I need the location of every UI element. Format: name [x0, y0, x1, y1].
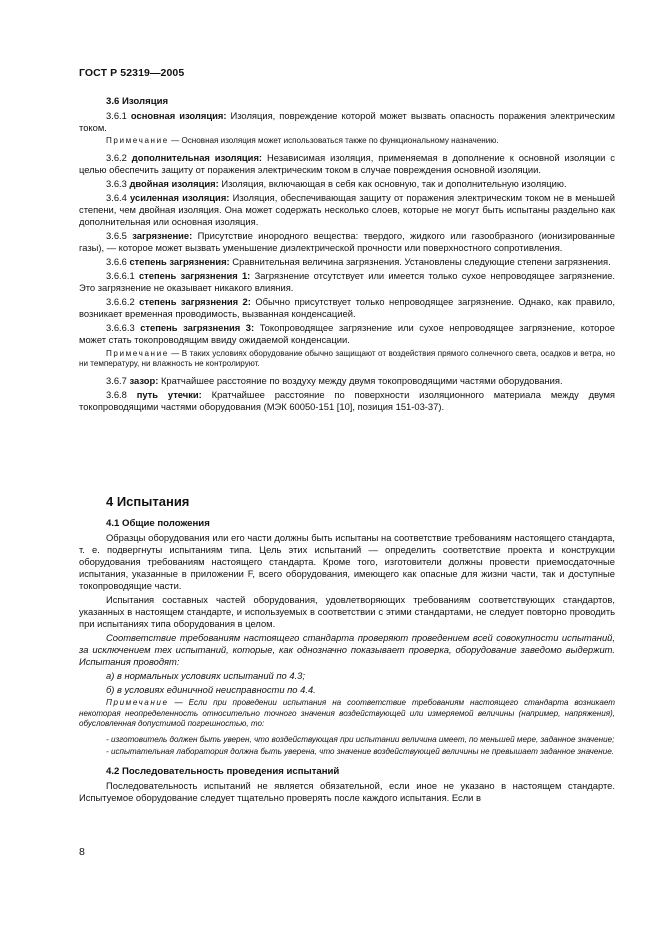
- clause-term: двойная изоляция:: [129, 177, 219, 189]
- paragraph-4-1-2: Испытания составных частей оборудования, удовлетворяющих требованиям соответствующих стандартов, указанных в настоящем стандарте, и используемых в соответствии с этими стандартами, не следует повторно проводить при испытаниях типа оборудования в целом.: [79, 593, 615, 629]
- clause-text: Кратчайшее расстояние по воздуху между двумя токопроводящими частями оборудования.: [160, 374, 563, 386]
- clause-3-6-7: [79, 375, 615, 387]
- note-text: — В таких условиях оборудование обычно защищают от воздействия прямого солнечного света, осадков и ветра, но ни температуру, ни влажность не контролируют.: [79, 348, 615, 369]
- note-3-6-6-3: [79, 349, 615, 370]
- note-label: Примечание: [106, 698, 169, 708]
- clause-number: 3.6.6: [106, 256, 127, 268]
- clause-term: усиленная изоляция:: [130, 191, 230, 203]
- paragraph-4-1-1: Образцы оборудования или его части должны быть испытаны на соответствие требованиям настоящего стандарта, т. е. подвергнуты испытаниям типа. Цель этих испытаний — определить соответствие проекта и конструкции оборудования требованиям настоящего стандарта. Кроме того, изготовители должны провести приемосдаточные испытания, указанные в приложении F, всего оборудования, имеющего как опасные для жизни части, так и доступные токопроводящие части.: [79, 532, 615, 591]
- clause-term: степень загрязнения:: [129, 256, 230, 268]
- clause-3-6-6-1: [79, 270, 615, 294]
- list-item-a: а) в нормальных условиях испытаний по 4.3;: [106, 669, 305, 681]
- note-label: Примечание: [106, 136, 169, 146]
- document-header: ГОСТ Р 52319—2005: [79, 67, 185, 79]
- clause-term: путь утечки:: [136, 388, 202, 400]
- heading-4-2: 4.2 Последовательность проведения испытаний: [106, 766, 340, 778]
- heading-3-6: 3.6 Изоляция: [106, 96, 169, 107]
- clause-text: Токопроводящее загрязнение или сухое непроводящее загрязнение, которое может стать токопроводящим ввиду ожидаемой конденсации.: [79, 322, 615, 346]
- clause-text: Присутствие инородного вещества: твердого, жидкого или газообразного (ионизированные газы), — которое может вызвать уменьшение диэлектрической прочности или поверхностного сопротивления.: [79, 229, 616, 253]
- clause-text: Изоляция, включающая в себя как основную, так и дополнительную изоляцию.: [221, 177, 567, 189]
- note-dash-item-1: - изготовитель должен быть уверен, что воздействующая при испытании величина имеет, по меньшей мере, заданное значение;: [106, 734, 615, 744]
- clause-number: 3.6.8: [106, 388, 127, 400]
- clause-term: зазор:: [129, 374, 159, 386]
- note-text: — Основная изоляция может использоваться также по функциональному назначению.: [171, 136, 499, 146]
- clause-term: дополнительная изоляция:: [131, 151, 263, 163]
- clause-term: основная изоляция:: [130, 110, 227, 121]
- clause-3-6-4: [79, 192, 615, 228]
- note-text: — Если при проведении испытания на соответствие требованиям настоящего стандарта возникает некоторая неопределенность относительно точного значения воздействующей или измеряемой величины (например, напряжения), обусловленная допустимой погрешностью, то:: [79, 698, 616, 729]
- clause-3-6-6: [79, 256, 615, 268]
- note-4-1: [79, 698, 615, 730]
- clause-3-6-2: [79, 152, 615, 176]
- clause-term: степень загрязнения 3:: [140, 322, 255, 334]
- clause-number: 3.6.1: [106, 110, 127, 121]
- clause-number: 3.6.2: [106, 151, 127, 163]
- note-dash-item-2: - испытательная лаборатория должна быть уверена, что значение воздействующей величины не превышает заданное значение.: [106, 746, 614, 756]
- clause-text: Загрязнение отсутствует или имеется только сухое непроводящее загрязнение. Это загрязнение не оказывает никакого влияния.: [79, 270, 616, 294]
- paragraph-4-2-1: Последовательность испытаний не является обязательной, если иное не указано в настоящем стандарте. Испытуемое оборудование следует тщательно проверять после каждого испытания. Если в: [79, 780, 615, 804]
- section-4: [79, 494, 615, 806]
- clause-text: Изоляция, обеспечивающая защиту от поражения электрическим током не в меньшей степени, чем двойная изоляция. Она может содержать несколько слоев, которые не могут быть испытаны раздельно как дополнительная или основная изоляция.: [79, 191, 616, 227]
- clause-number: 3.6.6.1: [106, 270, 135, 282]
- paragraph-4-1-3: Соответствие требованиям настоящего стандарта проверяют проведением всей совокупности испытаний, за исключением тех испытаний, которые, как однозначно показывает проверка, оборудование заведомо выдержит. Испытания проводят:: [79, 631, 615, 667]
- clause-term: степень загрязнения 1:: [138, 270, 251, 282]
- clause-term: степень загрязнения 2:: [139, 296, 251, 308]
- clause-text: Сравнительная величина загрязнения. Установлены следующие степени загрязнения.: [232, 256, 611, 268]
- clause-number: 3.6.6.3: [106, 322, 135, 334]
- section-3-6: [79, 96, 615, 415]
- heading-4-1: 4.1 Общие положения: [106, 518, 210, 529]
- clause-3-6-3: [79, 178, 615, 190]
- clause-3-6-6-2: [79, 296, 615, 320]
- clause-number: 3.6.4: [106, 191, 127, 203]
- clause-text: Изоляция, повреждение которой может вызвать опасность поражения электрическим током.: [79, 110, 615, 133]
- heading-4: 4 Испытания: [106, 494, 190, 509]
- clause-term: загрязнение:: [132, 229, 193, 241]
- clause-3-6-8: [79, 389, 615, 413]
- note-3-6-1: [79, 136, 615, 147]
- page-number: 8: [79, 846, 85, 858]
- clause-number: 3.6.7: [106, 374, 127, 386]
- clause-number: 3.6.5: [106, 229, 127, 241]
- clause-3-6-6-3: [79, 322, 615, 346]
- clause-3-6-5: [79, 230, 615, 254]
- clause-3-6-1: [79, 110, 615, 134]
- clause-text: Кратчайшее расстояние по поверхности изоляционного материала между двумя токопроводящими частями оборудования (МЭК 60050-151 [10], позиция 151-03-37).: [79, 388, 615, 412]
- clause-number: 3.6.3: [106, 177, 127, 189]
- list-item-b: б) в условиях единичной неисправности по 4.4.: [106, 684, 316, 696]
- clause-number: 3.6.6.2: [106, 296, 135, 308]
- clause-text: Независимая изоляция, применяемая в дополнение к основной изоляции с целью обеспечить защиту от поражения электрическим током в случае повреждения основной изоляции.: [79, 151, 615, 175]
- clause-text: Обычно присутствует только непроводящее загрязнение. Однако, как правило, возникает временная проводимость, вызванная конденсацией.: [79, 296, 615, 320]
- note-label: Примечание: [106, 348, 169, 358]
